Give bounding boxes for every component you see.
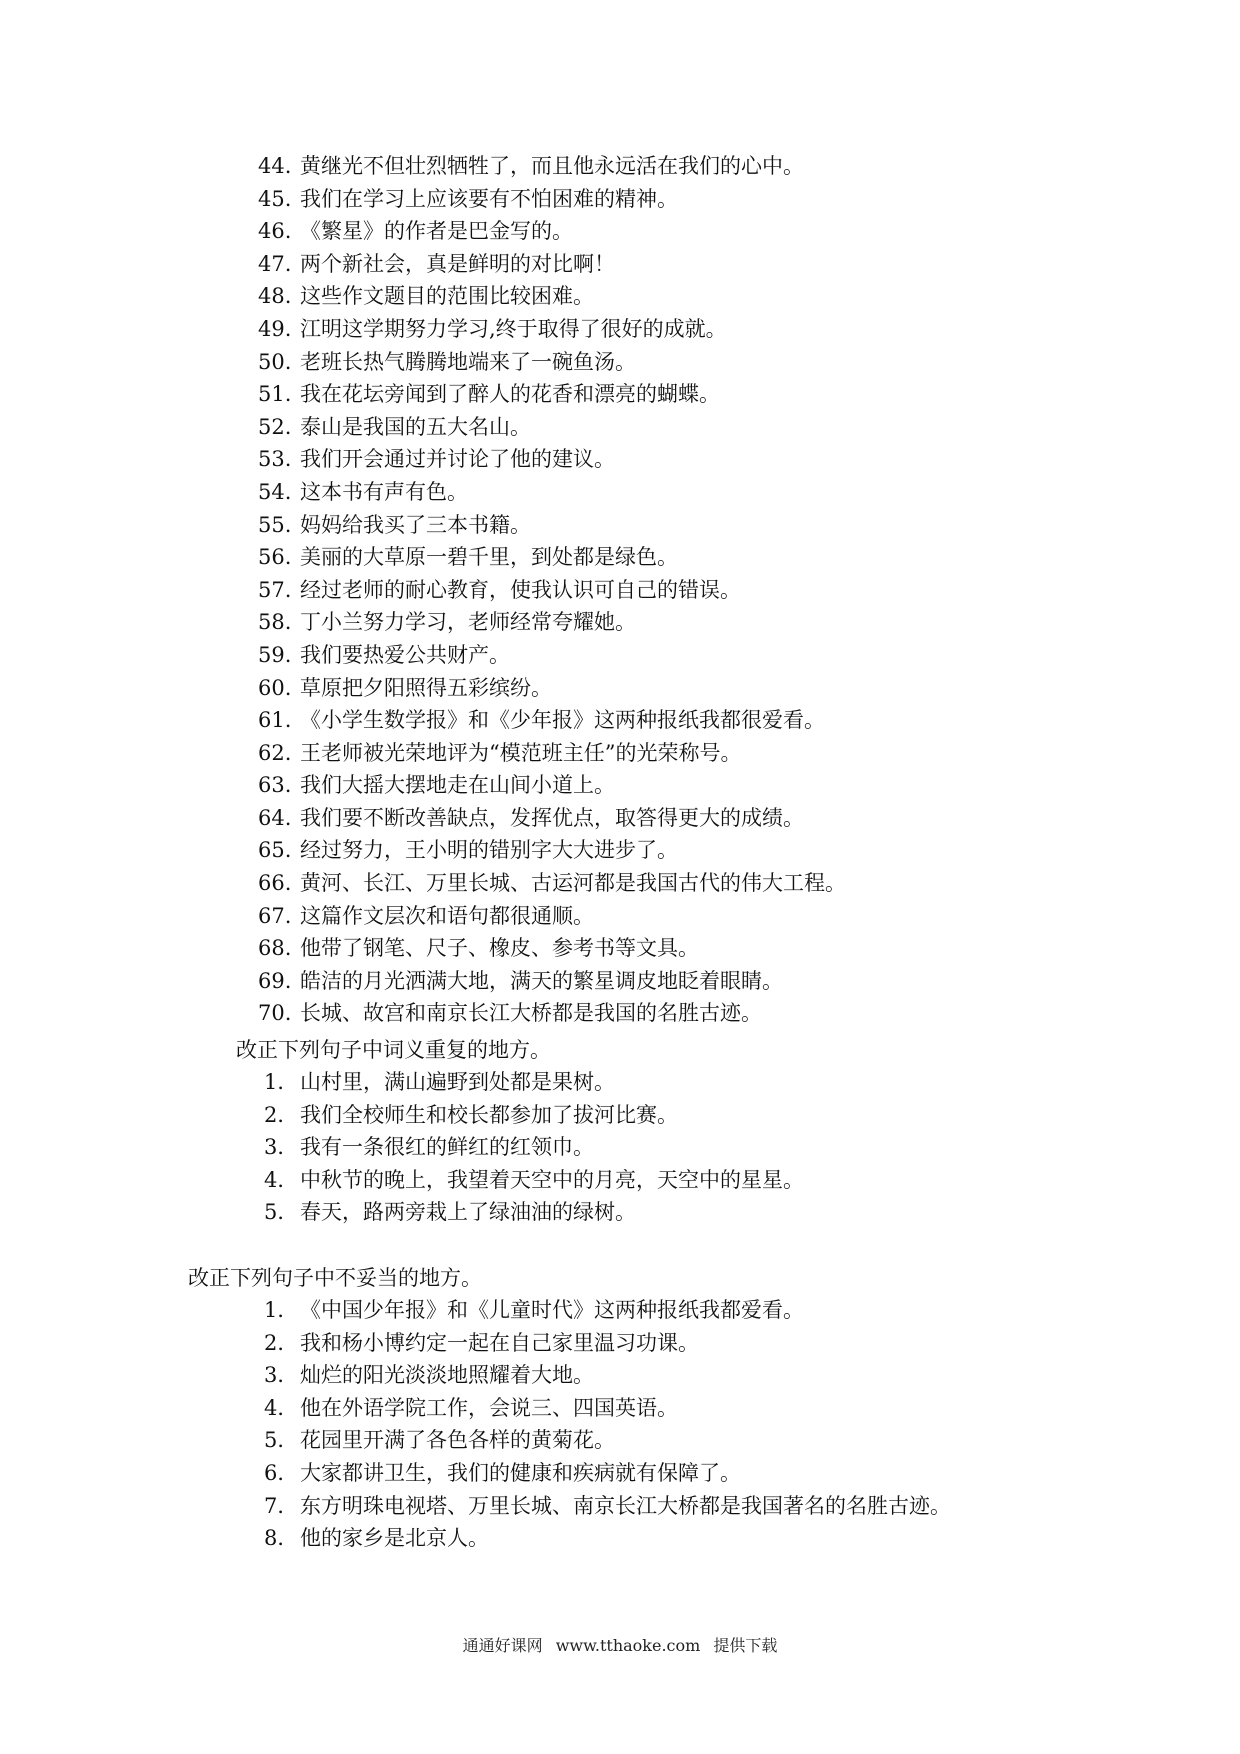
item-number: 46.: [258, 219, 292, 244]
footer-site-name: 通通好课网: [462, 1636, 543, 1655]
item-text: 老班长热气腾腾地端来了一碗鱼汤。: [300, 349, 636, 374]
item-number: 8．: [264, 1526, 299, 1551]
item-number: 69.: [258, 968, 292, 993]
list-item: [258, 1424, 951, 1457]
item-text: 灿烂的阳光淡淡地照耀着大地。: [300, 1363, 594, 1388]
item-number: 5．: [264, 1200, 299, 1225]
item-number: 58.: [258, 610, 292, 635]
page-footer: [0, 1633, 1240, 1656]
item-text: 《小学生数学报》和《少年报》这两种报纸我都很爱看。: [300, 708, 825, 733]
item-number: 44.: [258, 154, 292, 178]
item-text: 我有一条很红的鲜红的红领巾。: [300, 1135, 594, 1160]
list-item: [258, 1522, 951, 1555]
list-item: [258, 737, 846, 770]
item-text: 美丽的大草原一碧千里，到处都是绿色。: [300, 545, 678, 570]
item-number: 47.: [258, 251, 292, 276]
section-heading-repetition: 改正下列句子中词义重复的地方。: [236, 1038, 551, 1062]
list-item: [258, 1099, 804, 1132]
item-text: 泰山是我国的五大名山。: [300, 414, 531, 439]
item-number: 1．: [264, 1070, 299, 1094]
list-item: [258, 1294, 951, 1327]
list-item: [258, 509, 846, 542]
list-item: [258, 867, 846, 900]
item-text: 我们要不断改善缺点，发挥优点，取答得更大的成绩。: [300, 805, 804, 830]
item-number: 53.: [258, 447, 292, 472]
item-text: 《繁星》的作者是巴金写的。: [300, 219, 573, 244]
item-text: 我们在学习上应该要有不怕困难的精神。: [300, 186, 678, 211]
item-number: 55.: [258, 512, 292, 537]
item-number: 70.: [258, 1001, 292, 1026]
item-text: 中秋节的晚上，我望着天空中的月亮，天空中的星星。: [300, 1167, 804, 1192]
list-item: [258, 1327, 951, 1360]
list-item: [258, 1490, 951, 1523]
list-item: [258, 574, 846, 607]
item-text: 这篇作文层次和语句都很通顺。: [300, 903, 594, 928]
item-number: 6．: [264, 1460, 299, 1485]
list-item: [258, 769, 846, 802]
exercise-list-improper: [258, 1294, 951, 1555]
list-item: [258, 346, 846, 379]
item-text: 春天，路两旁栽上了绿油油的绿树。: [300, 1200, 636, 1225]
footer-url[interactable]: www.tthaoke.com: [555, 1636, 701, 1655]
exercise-list-repetition: [258, 1066, 804, 1229]
section-heading-improper: 改正下列句子中不妥当的地方。: [188, 1266, 482, 1290]
item-text: 他的家乡是北京人。: [300, 1526, 489, 1551]
item-number: 1．: [264, 1298, 299, 1322]
item-text: 山村里，满山遍野到处都是果树。: [300, 1070, 615, 1094]
item-number: 59.: [258, 642, 292, 667]
item-text: 我们要热爱公共财产。: [300, 642, 510, 667]
list-item: [258, 997, 846, 1030]
exercise-list-44-70: [258, 150, 846, 1030]
item-text: 丁小兰努力学习，老师经常夸耀她。: [300, 610, 636, 635]
item-number: 3．: [264, 1135, 299, 1160]
item-number: 62.: [258, 740, 292, 765]
list-item: [258, 1164, 804, 1197]
list-item: [258, 150, 846, 183]
item-text: 我们全校师生和校长都参加了拔河比赛。: [300, 1102, 678, 1127]
list-item: [258, 443, 846, 476]
item-number: 3．: [264, 1363, 299, 1388]
list-item: [258, 1392, 951, 1425]
item-text: 王老师被光荣地评为“模范班主任”的光荣称号。: [300, 740, 742, 765]
item-number: 4．: [264, 1395, 299, 1420]
item-number: 64.: [258, 805, 292, 830]
item-text: 东方明珠电视塔、万里长城、南京长江大桥都是我国著名的名胜古迹。: [300, 1493, 951, 1518]
item-number: 52.: [258, 414, 292, 439]
list-item: [258, 834, 846, 867]
item-text: 这些作文题目的范围比较困难。: [300, 284, 594, 309]
item-number: 63.: [258, 773, 292, 798]
list-item: [258, 672, 846, 705]
item-number: 54.: [258, 479, 292, 504]
item-number: 57.: [258, 577, 292, 602]
list-item: [258, 313, 846, 346]
item-number: 49.: [258, 316, 292, 341]
item-text: 我在花坛旁闻到了醉人的花香和漂亮的蝴蝶。: [300, 382, 720, 407]
item-number: 4．: [264, 1167, 299, 1192]
list-item: [258, 378, 846, 411]
item-text: 两个新社会，真是鲜明的对比啊！: [300, 251, 615, 276]
item-number: 48.: [258, 284, 292, 309]
list-item: [258, 1066, 804, 1099]
item-text: 经过努力，王小明的错别字大大进步了。: [300, 838, 678, 863]
list-item: [258, 900, 846, 933]
item-number: 2．: [264, 1330, 299, 1355]
list-item: [258, 280, 846, 313]
item-number: 2．: [264, 1102, 299, 1127]
list-item: [258, 932, 846, 965]
item-number: 60.: [258, 675, 292, 700]
list-item: [258, 183, 846, 216]
list-item: [258, 1131, 804, 1164]
item-text: 江明这学期努力学习,终于取得了很好的成就。: [300, 316, 727, 341]
item-number: 68.: [258, 936, 292, 961]
item-text: 《中国少年报》和《儿童时代》这两种报纸我都爱看。: [300, 1298, 804, 1322]
item-number: 56.: [258, 545, 292, 570]
list-item: [258, 639, 846, 672]
list-item: [258, 215, 846, 248]
item-text: 皓洁的月光洒满大地，满天的繁星调皮地眨着眼睛。: [300, 968, 783, 993]
item-text: 草原把夕阳照得五彩缤纷。: [300, 675, 552, 700]
list-item: [258, 1457, 951, 1490]
list-item: [258, 541, 846, 574]
list-item: [258, 606, 846, 639]
item-text: 我们大摇大摆地走在山间小道上。: [300, 773, 615, 798]
item-text: 他在外语学院工作，会说三、四国英语。: [300, 1395, 678, 1420]
item-text: 花园里开满了各色各样的黄菊花。: [300, 1428, 615, 1453]
list-item: [258, 411, 846, 444]
item-text: 黄继光不但壮烈牺牲了，而且他永远活在我们的心中。: [300, 154, 804, 178]
list-item: [258, 1359, 951, 1392]
item-number: 51.: [258, 382, 292, 407]
list-item: [258, 704, 846, 737]
item-number: 67.: [258, 903, 292, 928]
item-number: 5．: [264, 1428, 299, 1453]
item-number: 61.: [258, 708, 292, 733]
item-text: 长城、故宫和南京长江大桥都是我国的名胜古迹。: [300, 1001, 762, 1026]
list-item: [258, 802, 846, 835]
list-item: [258, 476, 846, 509]
list-item: [258, 965, 846, 998]
item-number: 45.: [258, 186, 292, 211]
item-text: 我们开会通过并讨论了他的建议。: [300, 447, 615, 472]
item-number: 50.: [258, 349, 292, 374]
item-text: 这本书有声有色。: [300, 479, 468, 504]
item-text: 黄河、长江、万里长城、古运河都是我国古代的伟大工程。: [300, 871, 846, 896]
item-text: 经过老师的耐心教育，使我认识可自己的错误。: [300, 577, 741, 602]
item-number: 65.: [258, 838, 292, 863]
item-text: 大家都讲卫生，我们的健康和疾病就有保障了。: [300, 1460, 741, 1485]
footer-suffix: 提供下载: [713, 1636, 778, 1655]
item-text: 他带了钢笔、尺子、橡皮、参考书等文具。: [300, 936, 699, 961]
list-item: [258, 1196, 804, 1229]
item-text: 妈妈给我买了三本书籍。: [300, 512, 531, 537]
item-number: 66.: [258, 871, 292, 896]
list-item: [258, 248, 846, 281]
item-number: 7．: [264, 1493, 299, 1518]
item-text: 我和杨小博约定一起在自己家里温习功课。: [300, 1330, 699, 1355]
